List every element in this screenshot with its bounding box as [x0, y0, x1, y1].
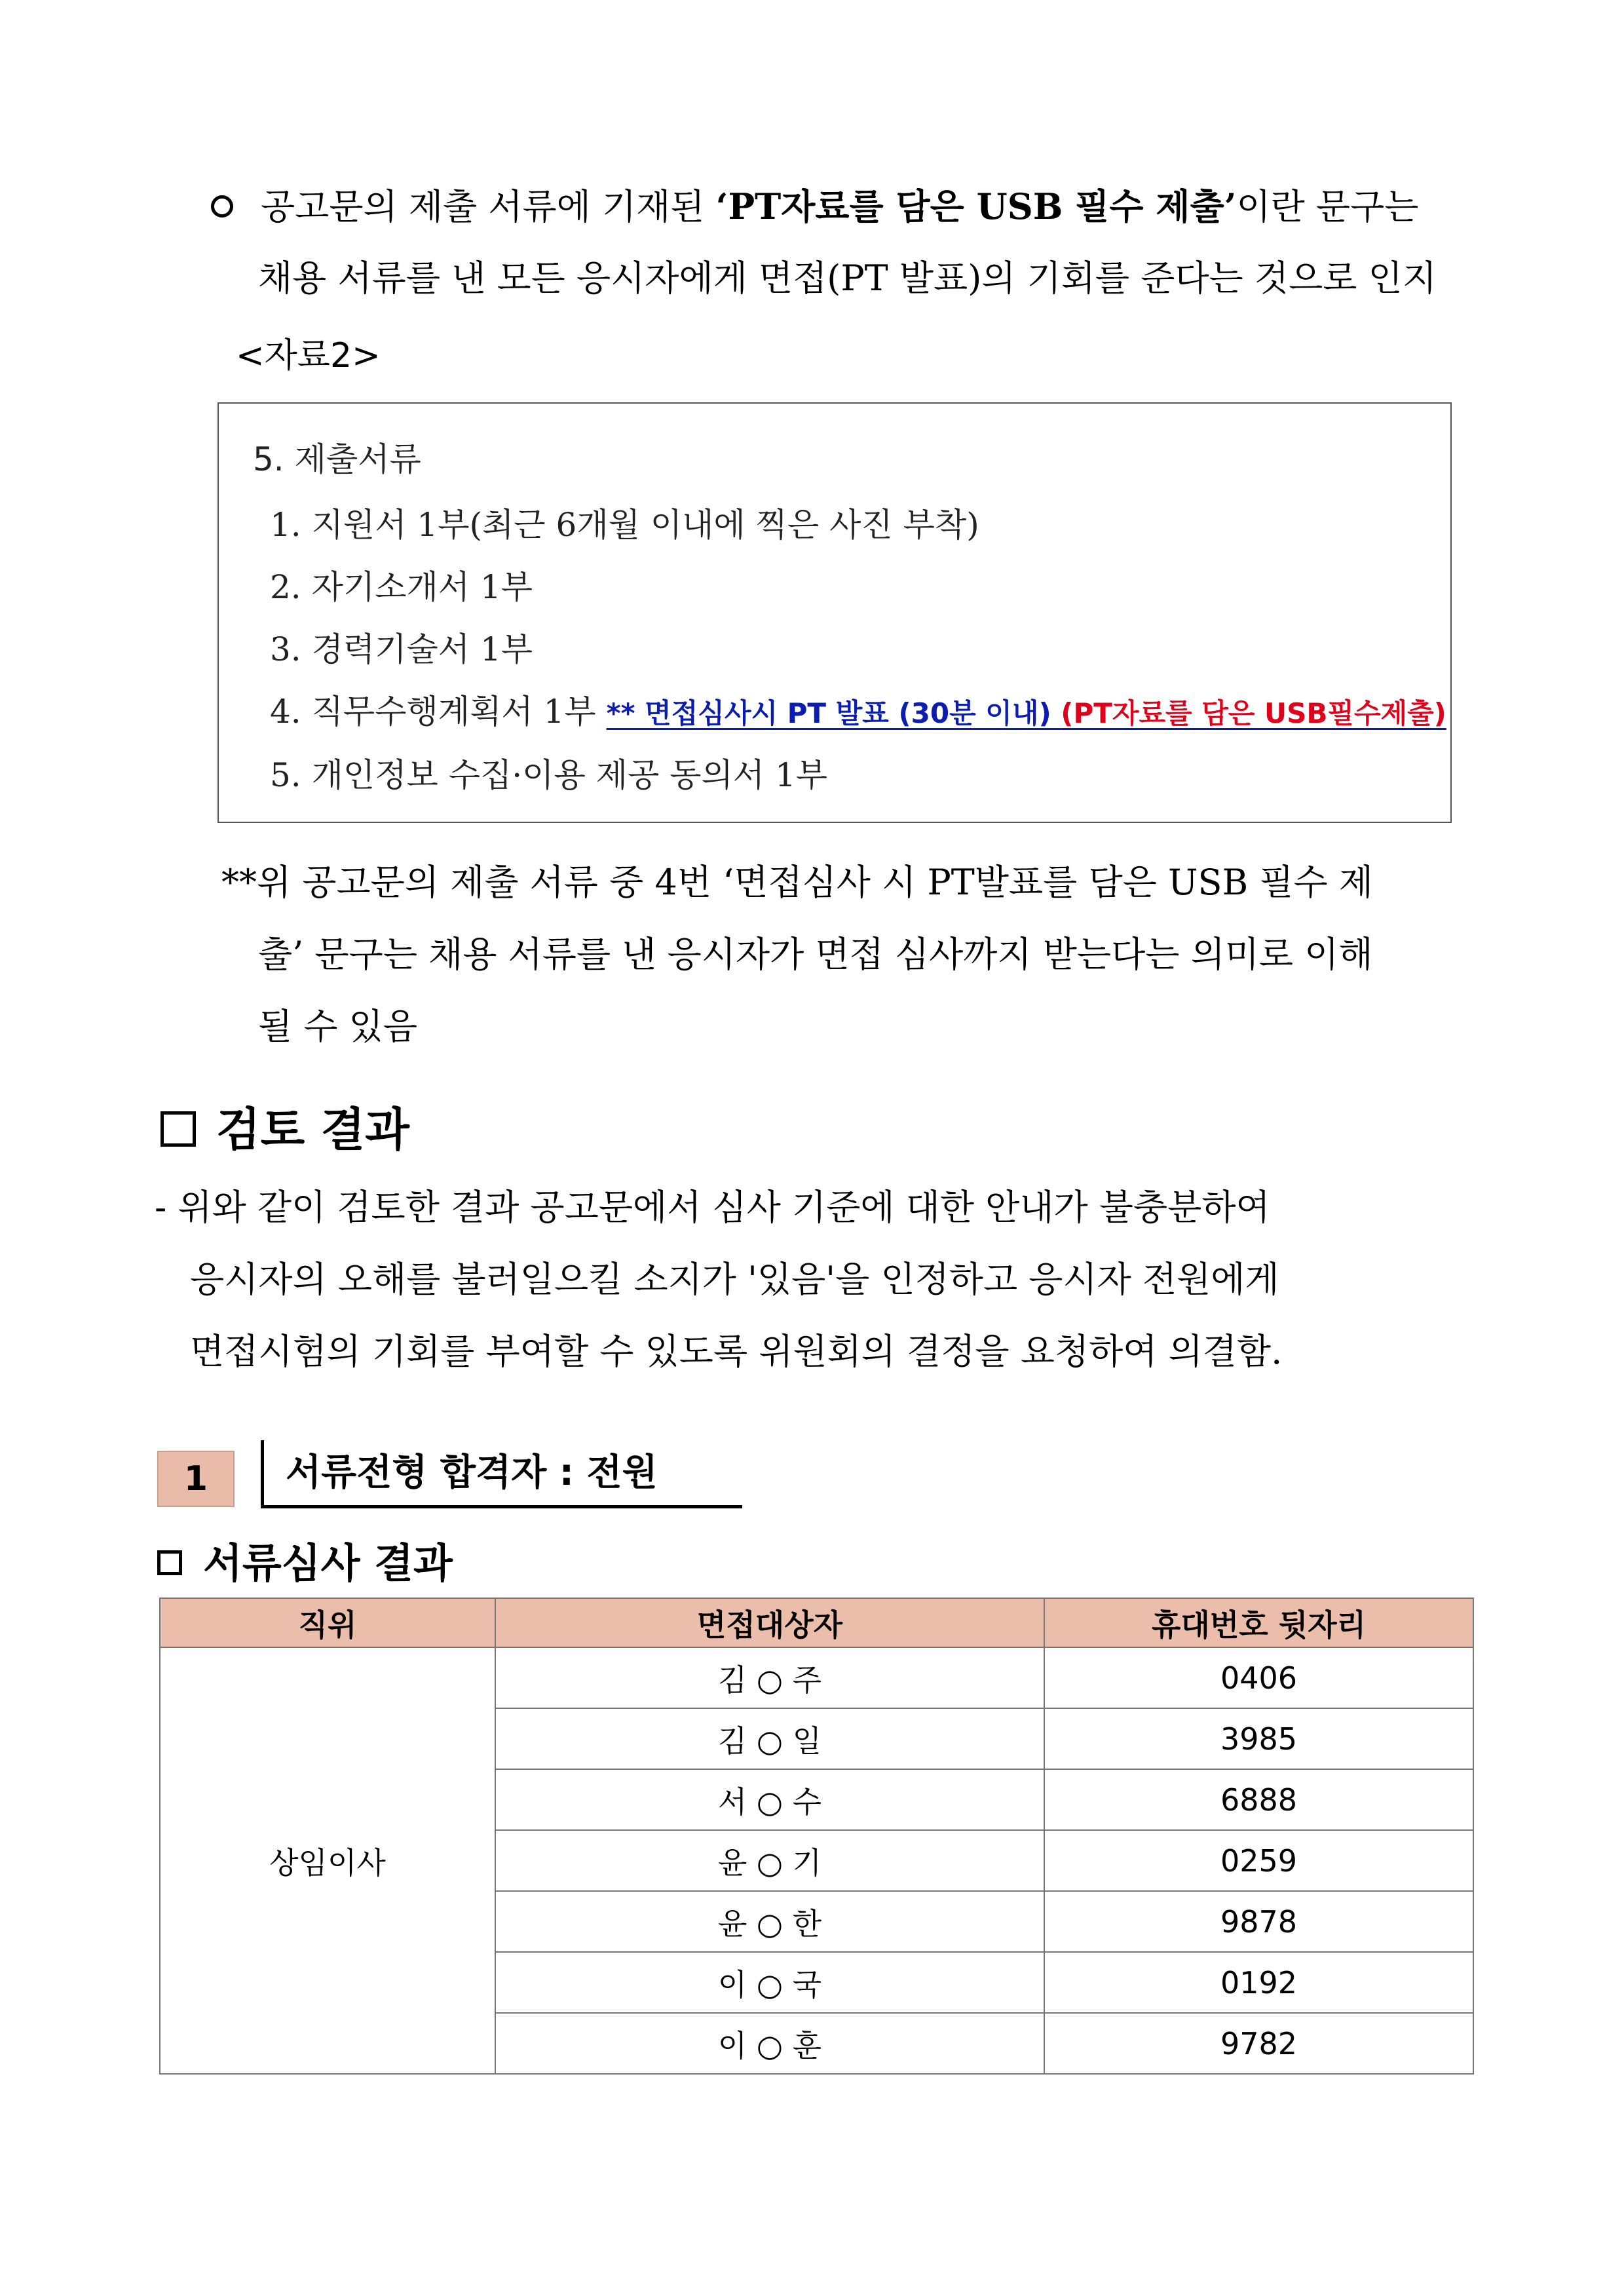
- results-table: [159, 1598, 1474, 2075]
- phone-suffix: 9782: [1044, 2013, 1473, 2074]
- phone-suffix: 3985: [1044, 1708, 1473, 1769]
- phone-suffix: 0259: [1044, 1830, 1473, 1891]
- candidate-name: 윤 ○ 기: [495, 1830, 1044, 1891]
- square-bullet-icon: [157, 1550, 182, 1575]
- position-cell: 상임이사: [160, 1647, 495, 2074]
- section-checkbox-icon: [161, 1111, 196, 1147]
- results-title: 서류심사 결과: [203, 1539, 453, 1587]
- intro-quote: ‘PT자료를 담은 USB 필수 제출’: [715, 185, 1237, 227]
- note-line-3: 될 수 있음: [258, 1006, 417, 1047]
- table-row: [160, 1647, 1473, 1708]
- review-line-3: 면접시험의 기회를 부여할 수 있도록 위원회의 결정을 요청하여 의결함.: [190, 1331, 1283, 1372]
- exhibit-title: 5. 제출서류: [253, 440, 421, 478]
- note-line-1: **위 공고문의 제출 서류 중 4번 ‘면접심사 시 PT발표를 담은 USB 필수 제: [221, 862, 1373, 903]
- exhibit-item-2: 2. 자기소개서 1부: [270, 568, 533, 606]
- section-number-badge: 1: [157, 1451, 235, 1507]
- exhibit-item-3: 3. 경력기술서 1부: [270, 630, 533, 668]
- candidate-name: 윤 ○ 한: [495, 1891, 1044, 1952]
- header-phone: 휴대번호 뒷자리: [1044, 1598, 1473, 1647]
- note-line-2: 출’ 문구는 채용 서류를 낸 응시자가 면접 심사까지 받는다는 의미로 이해: [258, 934, 1373, 975]
- exhibit-item-4-prefix: 4. 직무수행계획서 1부: [270, 693, 607, 731]
- phone-suffix: 6888: [1044, 1769, 1473, 1830]
- exhibit-item-4-red: (PT자료를 담은 USB필수제출): [1061, 697, 1446, 729]
- phone-suffix: 0406: [1044, 1647, 1473, 1708]
- exhibit-item-4-blue: ** 면접심사시 PT 발표 (30분 이내): [606, 697, 1061, 729]
- table-header-row: [160, 1598, 1473, 1647]
- section-heading: 서류전형 합격자 : 전원: [286, 1451, 658, 1494]
- phone-suffix: 0192: [1044, 1952, 1473, 2013]
- candidate-name: 김 ○ 주: [495, 1647, 1044, 1708]
- review-title: 검토 결과: [216, 1103, 409, 1157]
- exhibit-label: <자료2>: [236, 336, 381, 375]
- exhibit-box: [217, 402, 1452, 823]
- intro-prefix: 공고문의 제출 서류에 기재된: [261, 186, 716, 227]
- exhibit-item-5: 5. 개인정보 수집·이용 제공 동의서 1부: [270, 756, 828, 794]
- header-candidate: 면접대상자: [495, 1598, 1044, 1647]
- intro-line-1: [261, 183, 1418, 230]
- candidate-name: 김 ○ 일: [495, 1708, 1044, 1769]
- candidate-name: 이 ○ 훈: [495, 2013, 1044, 2074]
- circle-bullet-icon: [211, 195, 233, 218]
- candidate-name: 서 ○ 수: [495, 1769, 1044, 1830]
- intro-line-2: 채용 서류를 낸 모든 응시자에게 면접(PT 발표)의 기회를 준다는 것으로 인지: [258, 258, 1437, 299]
- exhibit-item-1: 1. 지원서 1부(최근 6개월 이내에 찍은 사진 부착): [270, 506, 979, 544]
- review-line-1: - 위와 같이 검토한 결과 공고문에서 심사 기준에 대한 안내가 불충분하여: [155, 1187, 1270, 1228]
- candidate-name: 이 ○ 국: [495, 1952, 1044, 2013]
- review-line-2: 응시자의 오해를 불러일으킬 소지가 '있음'을 인정하고 응시자 전원에게: [190, 1259, 1279, 1300]
- intro-suffix: 이란 문구는: [1236, 186, 1419, 227]
- phone-suffix: 9878: [1044, 1891, 1473, 1952]
- exhibit-item-4: [270, 689, 1446, 737]
- header-position: 직위: [160, 1598, 495, 1647]
